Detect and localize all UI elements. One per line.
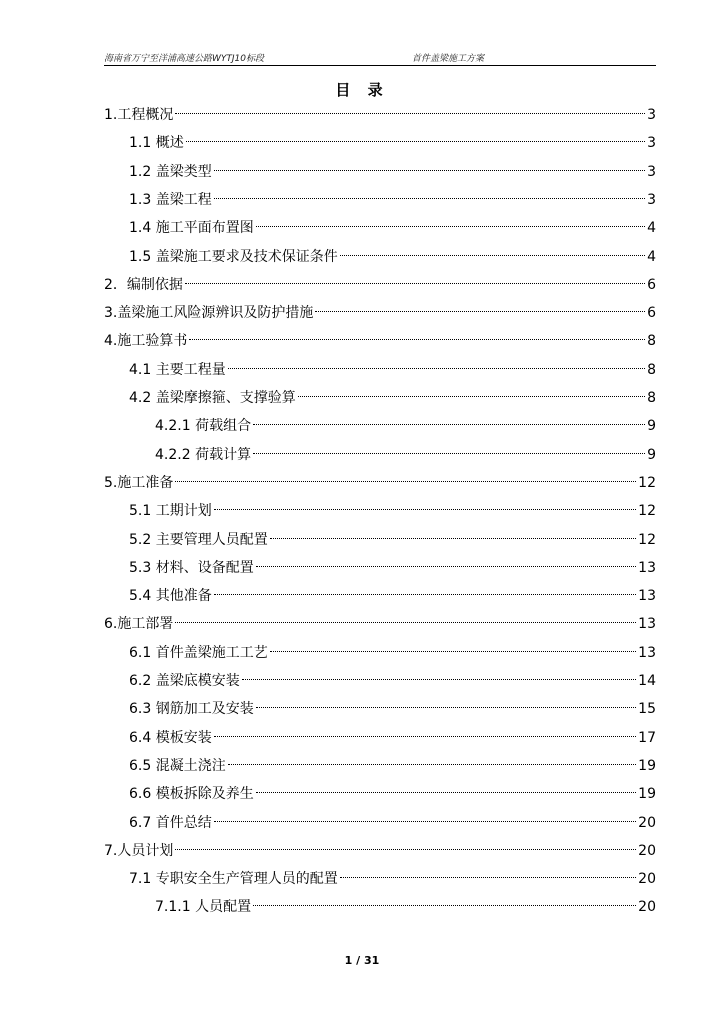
toc-entry[interactable] <box>104 271 656 299</box>
toc-entry[interactable] <box>104 101 656 129</box>
toc-entry-label: 6.2 盖梁底模安装 <box>129 673 240 689</box>
toc-entry-page-number: 6 <box>647 276 656 293</box>
toc-entry[interactable] <box>129 780 656 808</box>
toc-dot-leader <box>214 198 645 199</box>
toc-dot-leader <box>256 566 636 567</box>
toc-entry-page-number: 8 <box>647 333 656 350</box>
toc-entry[interactable] <box>129 554 656 582</box>
toc-entry[interactable] <box>129 639 656 667</box>
toc-dot-leader <box>253 453 645 454</box>
toc-entry-label: 1.3 盖梁工程 <box>129 191 212 208</box>
header-project-name: 海南省万宁至洋浦高速公路WYTJ10标段 <box>104 54 265 64</box>
toc-entry-label: 1.工程概况 <box>104 107 174 123</box>
toc-entry-page-number: 20 <box>638 842 656 859</box>
toc-entry-label: 6.1 首件盖梁施工工艺 <box>129 644 268 661</box>
toc-entry-page-number: 12 <box>638 531 656 548</box>
toc-dot-leader <box>175 113 645 114</box>
toc-entry[interactable] <box>129 809 656 837</box>
toc-dot-leader <box>270 538 636 539</box>
toc-entry-label: 6.施工部署 <box>104 616 174 633</box>
toc-entry-page-number: 13 <box>638 588 656 605</box>
toc-entry-label: 1.4 施工平面布置图 <box>129 220 254 237</box>
toc-entry[interactable] <box>155 412 656 440</box>
toc-entry-page-number: 13 <box>638 559 656 576</box>
toc-entry-page-number: 3 <box>647 107 656 123</box>
toc-entry[interactable] <box>129 243 656 271</box>
toc-entry-label: 1.5 盖梁施工要求及技术保证条件 <box>129 248 338 265</box>
toc-entry[interactable] <box>129 667 656 695</box>
toc-dot-leader <box>256 792 636 793</box>
toc-entry-page-number: 20 <box>638 814 656 831</box>
toc-entry-page-number: 15 <box>638 701 656 718</box>
toc-entry[interactable] <box>129 724 656 752</box>
toc-entry[interactable] <box>104 837 656 865</box>
toc-dot-leader <box>298 396 645 397</box>
toc-entry[interactable] <box>104 299 656 327</box>
toc-entry-page-number: 13 <box>638 616 656 633</box>
toc-entry-page-number: 12 <box>638 474 656 491</box>
toc-entry-label: 5.施工准备 <box>104 474 174 491</box>
toc-dot-leader <box>242 679 636 680</box>
toc-entry-label: 7.人员计划 <box>104 842 174 859</box>
toc-title: 目 录 <box>335 81 389 99</box>
toc-entry-label: 4.1 主要工程量 <box>129 361 226 378</box>
toc-dot-leader <box>189 339 645 340</box>
toc-entry-page-number: 9 <box>647 418 656 435</box>
toc-entry-label: 4.施工验算书 <box>104 333 188 350</box>
toc-entry[interactable] <box>129 129 656 157</box>
toc-entry-page-number: 17 <box>638 729 656 746</box>
toc-entry[interactable] <box>129 384 656 412</box>
toc-entry-label: 6.4 模板安装 <box>129 729 212 746</box>
toc-entry-label: 6.3 钢筋加工及安装 <box>129 701 254 718</box>
toc-entry[interactable] <box>104 327 656 355</box>
toc-entry-page-number: 19 <box>638 757 656 774</box>
toc-entry-label: 4.2.1 荷载组合 <box>155 418 252 435</box>
toc-dot-leader <box>175 622 636 623</box>
toc-dot-leader <box>214 736 636 737</box>
toc-entry-page-number: 8 <box>647 390 656 406</box>
toc-entry[interactable] <box>129 356 656 384</box>
toc-dot-leader <box>214 821 636 822</box>
toc-entry-label: 5.2 主要管理人员配置 <box>129 531 268 548</box>
toc-entry-label: 3.盖梁施工风险源辨识及防护措施 <box>104 305 314 322</box>
toc-dot-leader <box>214 594 636 595</box>
toc-dot-leader <box>340 877 636 878</box>
toc-entry-page-number: 9 <box>647 446 656 463</box>
toc-entry-label: 2．编制依据 <box>104 276 183 293</box>
toc-entry-label: 4.2.2 荷载计算 <box>155 446 252 463</box>
toc-entry-label: 5.3 材料、设备配置 <box>129 559 254 576</box>
toc-dot-leader <box>270 651 636 652</box>
toc-entry-label: 5.1 工期计划 <box>129 503 212 520</box>
toc-dot-leader <box>256 707 636 708</box>
toc-entry-page-number: 3 <box>647 191 656 208</box>
toc-entry-label: 6.5 混凝土浇注 <box>129 757 226 774</box>
toc-dot-leader <box>315 311 645 312</box>
toc-entry-page-number: 4 <box>647 220 656 237</box>
toc-entry-page-number: 14 <box>638 673 656 689</box>
toc-entry[interactable] <box>129 695 656 723</box>
toc-entry-page-number: 20 <box>638 871 656 888</box>
toc-dot-leader <box>253 905 636 906</box>
toc-entry[interactable] <box>155 441 656 469</box>
toc-dot-leader <box>228 368 645 369</box>
toc-dot-leader <box>253 424 645 425</box>
toc-entry-page-number: 3 <box>647 135 656 152</box>
toc-dot-leader <box>214 509 636 510</box>
toc-entry-label: 1.1 概述 <box>129 135 184 152</box>
page-number: 1 / 31 <box>344 954 380 967</box>
toc-dot-leader <box>256 226 645 227</box>
page-header <box>104 49 656 66</box>
toc-entry[interactable] <box>104 610 656 638</box>
toc-entry-page-number: 8 <box>647 361 656 378</box>
toc-entry[interactable] <box>104 469 656 497</box>
toc-entry-page-number: 6 <box>647 305 656 322</box>
toc-entry[interactable] <box>129 214 656 242</box>
toc-entry[interactable] <box>129 158 656 186</box>
toc-entry-page-number: 13 <box>638 644 656 661</box>
toc-entry-label: 6.7 首件总结 <box>129 814 212 831</box>
toc-entry[interactable] <box>129 582 656 610</box>
toc-entry-label: 6.6 模板拆除及养生 <box>129 786 254 803</box>
toc-entry[interactable] <box>129 865 656 893</box>
toc-entry[interactable] <box>129 186 656 214</box>
toc-dot-leader <box>175 849 636 850</box>
toc-entry[interactable] <box>129 526 656 554</box>
toc-entry[interactable] <box>129 752 656 780</box>
toc-entry-label: 4.2 盖梁摩擦箍、支撑验算 <box>129 390 296 406</box>
toc-entry-page-number: 4 <box>647 248 656 265</box>
toc-entry-page-number: 12 <box>638 503 656 520</box>
toc-dot-leader <box>175 481 636 482</box>
toc-entry-label: 1.2 盖梁类型 <box>129 163 212 180</box>
toc-entry-page-number: 20 <box>638 899 656 916</box>
toc-dot-leader <box>214 170 645 171</box>
toc-entry[interactable] <box>155 893 656 921</box>
toc-dot-leader <box>228 764 636 765</box>
toc-entry-page-number: 3 <box>647 163 656 180</box>
toc-entry-page-number: 19 <box>638 786 656 803</box>
toc-entry-label: 7.1 专职安全生产管理人员的配置 <box>129 871 338 888</box>
toc-entry-label: 7.1.1 人员配置 <box>155 899 252 916</box>
toc-entry-label: 5.4 其他准备 <box>129 588 212 605</box>
toc-dot-leader <box>340 255 645 256</box>
toc-dot-leader <box>186 141 645 142</box>
toc-dot-leader <box>185 283 645 284</box>
header-document-title: 首件盖梁施工方案 <box>412 54 485 64</box>
toc-entry[interactable] <box>129 497 656 525</box>
